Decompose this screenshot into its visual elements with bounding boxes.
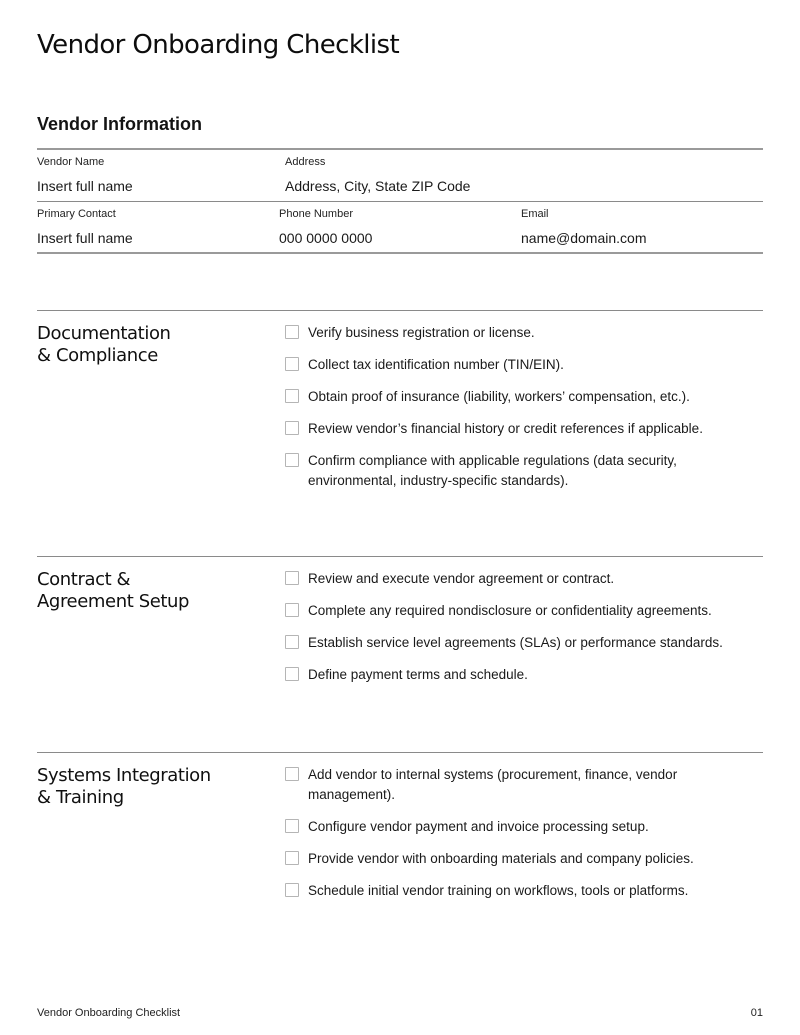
checklist-item[interactable] <box>285 817 765 837</box>
section-title <box>37 765 267 809</box>
info-row <box>37 148 763 201</box>
vendor-name-field[interactable] <box>37 150 285 201</box>
checklist-item[interactable] <box>285 665 765 685</box>
info-row <box>37 201 763 254</box>
checklist-item-text: Add vendor to internal systems (procurement, finance, vendor management). <box>308 767 678 802</box>
section-title-line: Systems Integration <box>37 765 211 786</box>
checkbox-icon[interactable] <box>285 389 299 403</box>
checkbox-icon[interactable] <box>285 635 299 649</box>
email-field[interactable] <box>521 202 763 252</box>
checklist-item[interactable] <box>285 881 765 901</box>
checklist-item-text: Obtain proof of insurance (liability, workers’ compensation, etc.). <box>308 389 690 404</box>
checklist-item-text: Configure vendor payment and invoice processing setup. <box>308 819 649 834</box>
vendor-information-heading: Vendor Information <box>37 114 203 134</box>
checkbox-icon[interactable] <box>285 767 299 781</box>
phone-number-field[interactable] <box>279 202 521 252</box>
field-value[interactable]: Insert full name <box>37 230 133 246</box>
section-systems-integration-training <box>37 752 763 952</box>
field-label: Address <box>285 156 326 168</box>
checklist-item-text: Provide vendor with onboarding materials and company policies. <box>308 851 694 866</box>
vendor-information-table <box>37 148 763 254</box>
checkbox-icon[interactable] <box>285 421 299 435</box>
checklist-item-text: Confirm compliance with applicable regulations (data security, environmental, industry-specific standards). <box>308 453 677 488</box>
field-label: Primary Contact <box>37 208 116 220</box>
page-title: Vendor Onboarding Checklist <box>37 30 400 60</box>
checklist-item-text: Schedule initial vendor training on workflows, tools or platforms. <box>308 883 689 898</box>
field-value[interactable]: name@domain.com <box>521 230 647 246</box>
checkbox-icon[interactable] <box>285 883 299 897</box>
section-contract-agreement-setup <box>37 556 763 752</box>
section-documentation-compliance <box>37 310 763 556</box>
checklist <box>285 765 765 913</box>
checkbox-icon[interactable] <box>285 357 299 371</box>
checklist-item-text: Collect tax identification number (TIN/EIN). <box>308 357 564 372</box>
field-value[interactable]: Address, City, State ZIP Code <box>285 178 471 194</box>
checklist-item[interactable] <box>285 451 765 491</box>
checklist-item[interactable] <box>285 601 765 621</box>
section-title-line: Documentation <box>37 323 171 344</box>
field-value[interactable]: Insert full name <box>37 178 133 194</box>
section-title-line: Agreement Setup <box>37 591 190 612</box>
checklist <box>285 569 765 697</box>
checklist-item-text: Verify business registration or license. <box>308 325 535 340</box>
checklist-item[interactable] <box>285 633 765 653</box>
checkbox-icon[interactable] <box>285 453 299 467</box>
checkbox-icon[interactable] <box>285 819 299 833</box>
checkbox-icon[interactable] <box>285 325 299 339</box>
section-title <box>37 323 267 367</box>
checklist-item[interactable] <box>285 765 765 805</box>
checklist-item[interactable] <box>285 387 765 407</box>
checklist-item-text: Review vendor’s financial history or credit references if applicable. <box>308 421 703 436</box>
primary-contact-field[interactable] <box>37 202 279 252</box>
checklist-item[interactable] <box>285 569 765 589</box>
checkbox-icon[interactable] <box>285 603 299 617</box>
field-label: Email <box>521 208 549 220</box>
field-value[interactable]: 000 0000 0000 <box>279 230 373 246</box>
checklist-item-text: Establish service level agreements (SLAs) or performance standards. <box>308 635 723 650</box>
footer-document-title: Vendor Onboarding Checklist <box>37 1007 181 1019</box>
checklist-item[interactable] <box>285 419 765 439</box>
checklist-item-text: Review and execute vendor agreement or contract. <box>308 571 615 586</box>
footer-page-number: 01 <box>750 1007 763 1019</box>
checklist-item-text: Define payment terms and schedule. <box>308 667 528 682</box>
section-title-line: & Training <box>37 787 124 808</box>
section-title <box>37 569 267 613</box>
address-field[interactable] <box>285 150 763 201</box>
field-label: Vendor Name <box>37 156 105 168</box>
checklist-item-text: Complete any required nondisclosure or confidentiality agreements. <box>308 603 712 618</box>
checklist <box>285 323 765 503</box>
checkbox-icon[interactable] <box>285 851 299 865</box>
section-title-line: & Compliance <box>37 345 158 366</box>
checkbox-icon[interactable] <box>285 571 299 585</box>
section-title-line: Contract & <box>37 569 131 590</box>
checklist-item[interactable] <box>285 355 765 375</box>
checklist-item[interactable] <box>285 323 765 343</box>
checkbox-icon[interactable] <box>285 667 299 681</box>
checklist-item[interactable] <box>285 849 765 869</box>
field-label: Phone Number <box>279 208 353 220</box>
